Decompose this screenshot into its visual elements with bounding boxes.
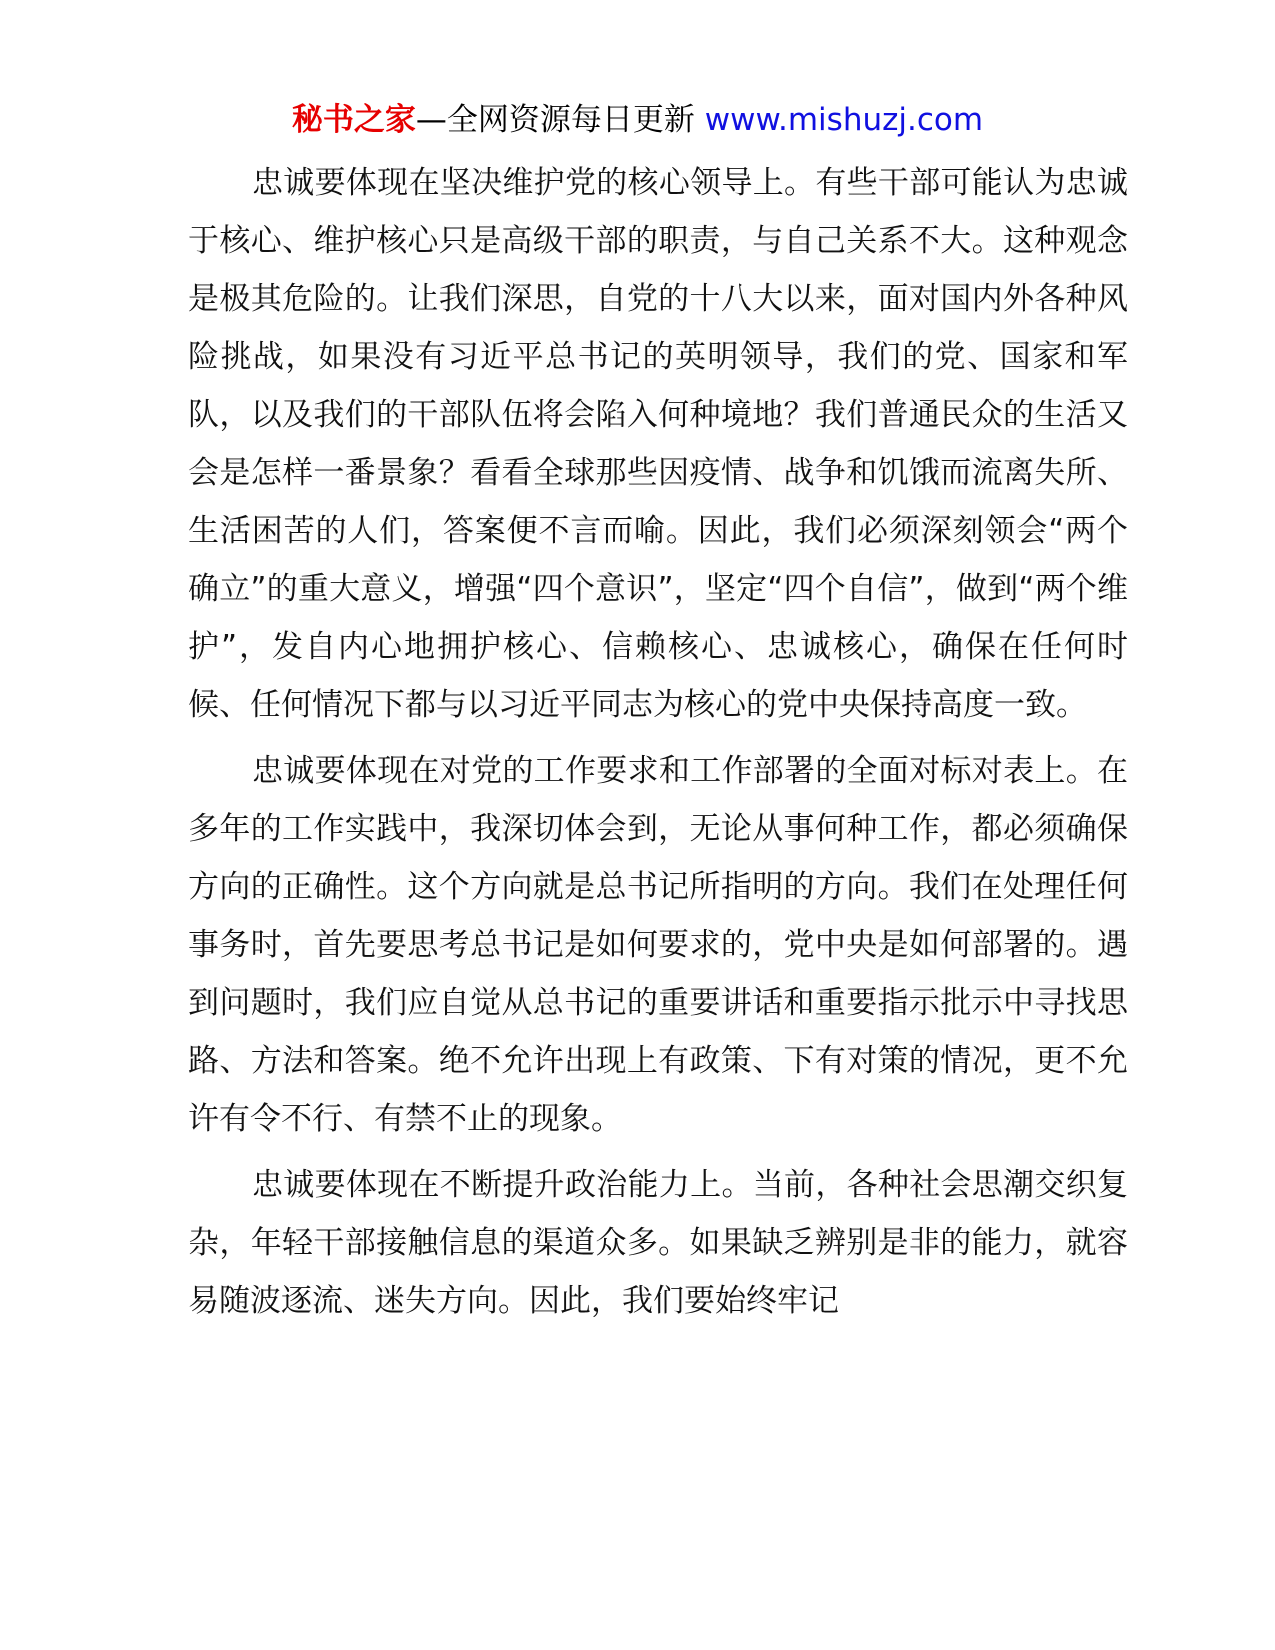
site-tagline: —全网资源每日更新 [415,102,705,138]
paragraph-2: 忠诚要体现在对党的工作要求和工作部署的全面对标对表上。在多年的工作实践中，我深切体会到，无论从事何种工作，都必须确保方向的正确性。这个方向就是总书记所指明的方向。我们在处理任何事务时，首先要思考总书记是如何要求的，党中央是如何部署的。遇到问题时，我们应自觉从总书记的重要讲话和重要指示批示中寻找思路、方法和答案。绝不允许出现上有政策、下有对策的情况，更不允许有令不行、有禁不止的现象。 [188,753,1128,1137]
site-url-link[interactable]: www.mishuzj.com [704,102,984,138]
document-body [188,154,1128,1330]
site-brand: 秘书之家 [291,102,416,138]
paragraph-1: 忠诚要体现在坚决维护党的核心领导上。有些干部可能认为忠诚于核心、维护核心只是高级干部的职责，与自己关系不大。这种观念是极其危险的。让我们深思，自党的十八大以来，面对国内外各种风险挑战，如果没有习近平总书记的英明领导，我们的党、国家和军队，以及我们的干部队伍将会陷入何种境地？我们普通民众的生活又会是怎样一番景象？看看全球那些因疫情、战争和饥饿而流离失所、生活困苦的人们，答案便不言而喻。因此，我们必须深刻领会“两个确立”的重大意义，增强“四个意识”，坚定“四个自信”，做到“两个维护”，发自内心地拥护核心、信赖核心、忠诚核心，确保在任何时候、任何情况下都与以习近平同志为核心的党中央保持高度一致。 [188,165,1128,723]
page-header [0,98,1275,142]
paragraph-3: 忠诚要体现在不断提升政治能力上。当前，各种社会思潮交织复杂，年轻干部接触信息的渠道众多。如果缺乏辨别是非的能力，就容易随波逐流、迷失方向。因此，我们要始终牢记 [188,1167,1128,1319]
